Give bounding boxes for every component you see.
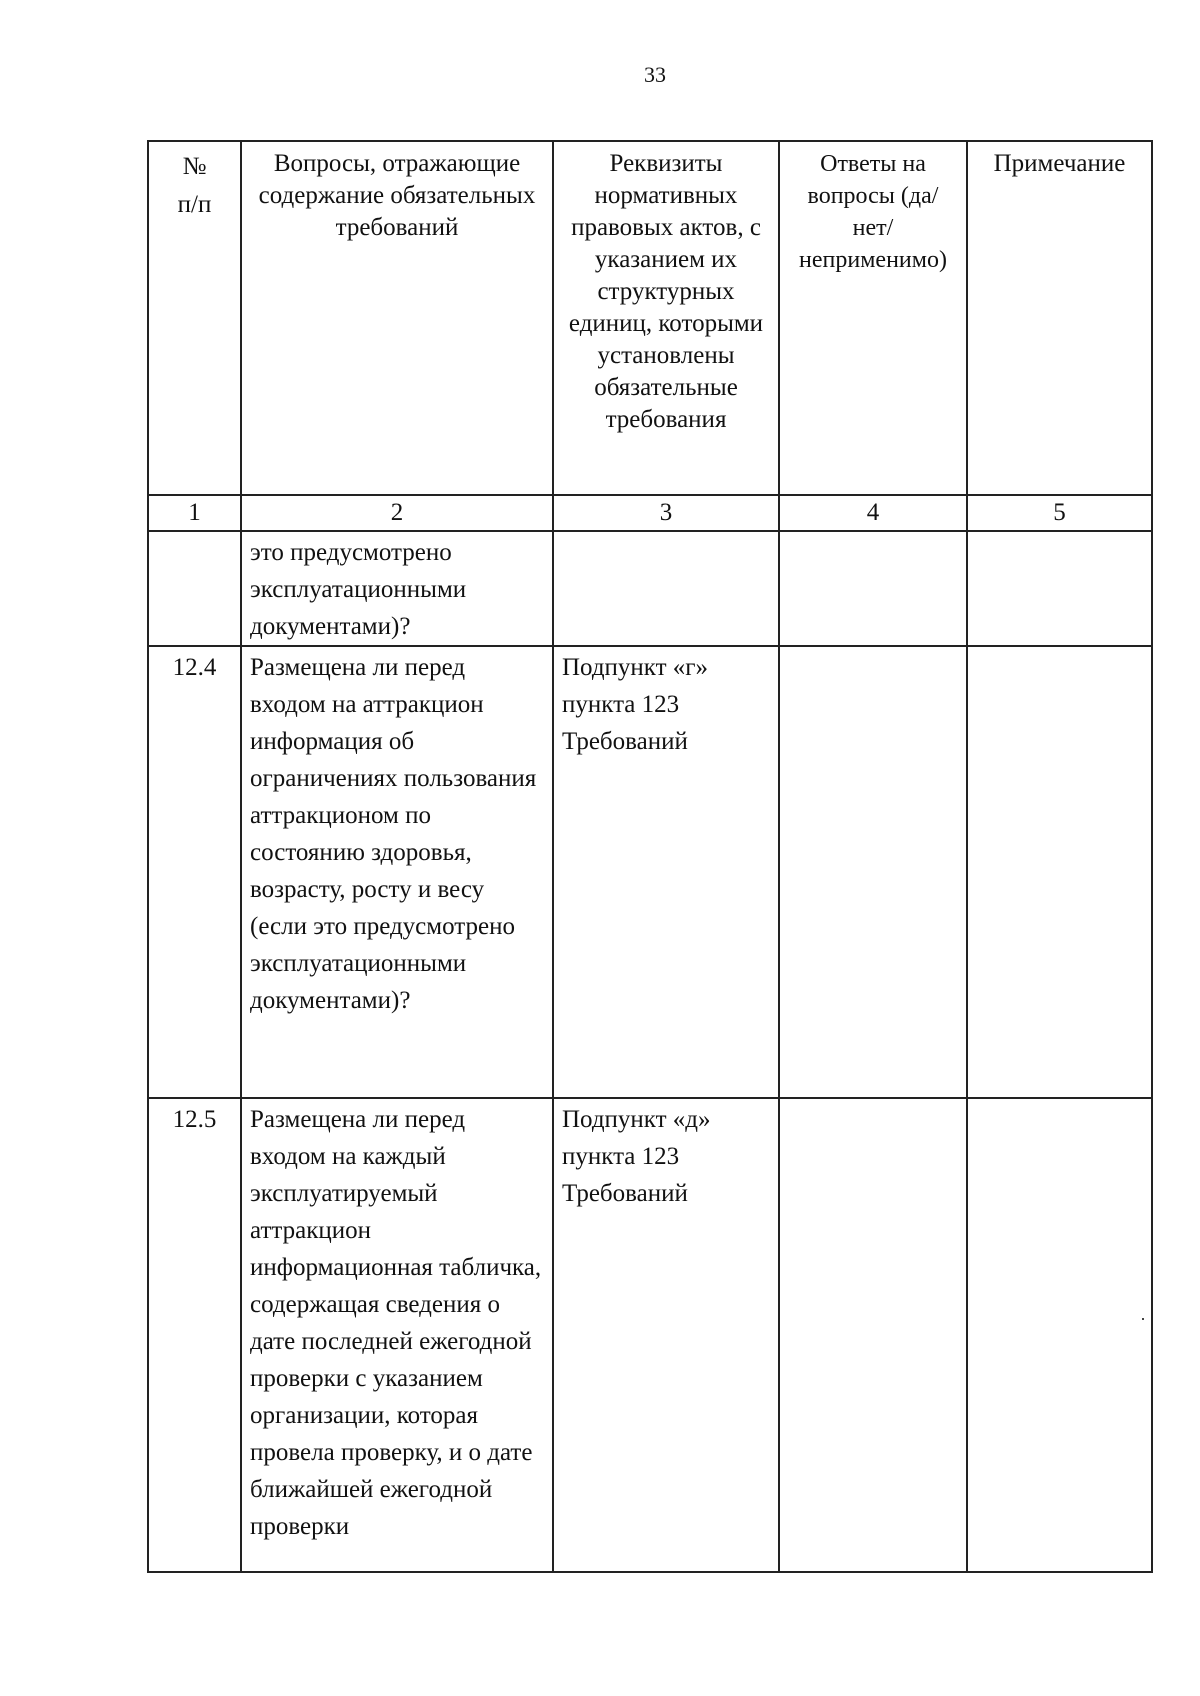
row-note: [967, 646, 1152, 1098]
row-number: 12.5: [148, 1098, 241, 1572]
table-row: [148, 1098, 1152, 1572]
row-question: Размещена ли перед входом на аттракцион информация об ограничениях пользования аттракционом по состоянию здоровья, возрасту, росту и весу (если это предусмотрено эксплуатационными документами)?: [241, 646, 553, 1098]
column-number-row: [148, 495, 1152, 531]
table-row: [148, 531, 1152, 646]
row-answer: [779, 1098, 967, 1572]
row-answer: [779, 531, 967, 646]
row-question: это предусмотрено эксплуатационными документами)?: [241, 531, 553, 646]
column-number: 4: [779, 495, 967, 531]
column-number: 3: [553, 495, 779, 531]
column-number: 5: [967, 495, 1152, 531]
page-number: 33: [644, 62, 666, 87]
column-number: 1: [148, 495, 241, 531]
header-questions: Вопросы, отражающие содержание обязательных требований: [241, 141, 553, 495]
header-references: Реквизиты нормативных правовых актов, с указанием их структурных единиц, которыми установлены обязательные требования: [553, 141, 779, 495]
row-reference: [553, 531, 779, 646]
row-reference: Подпункт «д» пункта 123 Требований: [553, 1098, 779, 1572]
header-answers: Ответы на вопросы (да/нет/ неприменимо): [779, 141, 967, 495]
checklist-table: [147, 140, 1153, 1573]
row-question: Размещена ли перед входом на каждый эксплуатируемый аттракцион информационная табличка, содержащая сведения о дате последней ежегодной проверки с указанием организации, которая провела проверку, и о дате ближайшей ежегодной проверки: [241, 1098, 553, 1572]
table-row: [148, 646, 1152, 1098]
row-reference: Подпункт «г» пункта 123 Требований: [553, 646, 779, 1098]
row-note: [967, 1098, 1152, 1572]
scan-speck: [1142, 1318, 1144, 1320]
column-number: 2: [241, 495, 553, 531]
row-number: 12.4: [148, 646, 241, 1098]
header-notes: Примечание: [967, 141, 1152, 495]
row-note: [967, 531, 1152, 646]
row-answer: [779, 646, 967, 1098]
table-header-row: [148, 141, 1152, 495]
header-number: № п/п: [148, 141, 241, 495]
row-number: [148, 531, 241, 646]
